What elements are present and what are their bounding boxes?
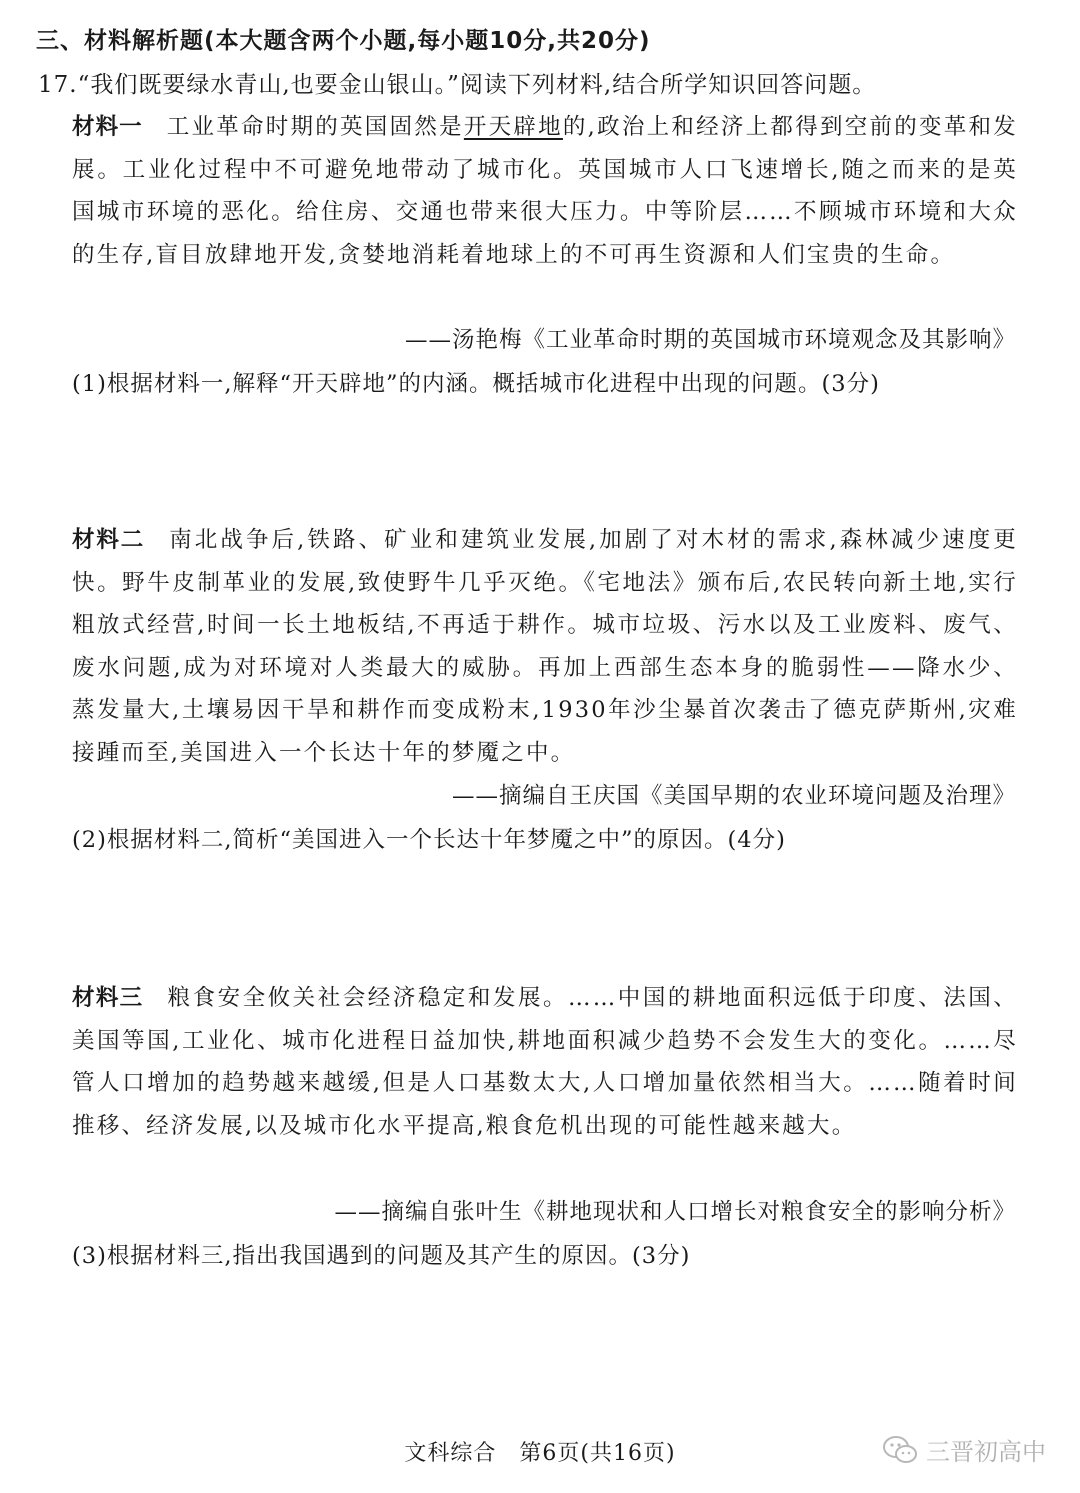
material-one [72, 106, 1018, 276]
sub-question-3: (3)根据材料三,指出我国遇到的问题及其产生的原因。(3分) [72, 1243, 691, 1269]
material-label: 材料三 [72, 985, 144, 1011]
material-two [72, 519, 1018, 774]
page-footer: 文科综合 第6页(共16页) [404, 1441, 676, 1466]
sub-question-2: (2)根据材料二,简析“美国进入一个长达十年梦魇之中”的原因。(4分) [72, 827, 786, 853]
material-text: 的,政治上和经济上都得到空前的变革和发展。工业化过程中不可避免地带动了城市化。英国城市人口飞速增长,随之而来的是英国城市环境的恶化。给住房、交通也带来很大压力。中等阶层……不顾城市环境和大众的生存,盲目放肆地开发,贪婪地消耗着地球上的不可再生资源和人们宝贵的生命。 [72, 114, 1018, 268]
question-stem: 17.“我们既要绿水青山,也要金山银山。”阅读下列材料,结合所学知识回答问题。 [38, 72, 877, 98]
watermark-text: 三晋初高中 [926, 1438, 1046, 1466]
material-source: ——汤艳梅《工业革命时期的英国城市环境观念及其影响》 [404, 327, 1016, 353]
material-source: ——摘编自张叶生《耕地现状和人口增长对粮食安全的影响分析》 [334, 1199, 1016, 1225]
material-three [72, 977, 1018, 1147]
section-title: 三、材料解析题(本大题含两个小题,每小题10分,共20分) [36, 28, 651, 54]
material-text: 粮食安全攸关社会经济稳定和发展。……中国的耕地面积远低于印度、法国、美国等国,工业化、城市化进程日益加快,耕地面积减少趋势不会发生大的变化。……尽管人口增加的趋势越来越缓,但是人口基数太大,人口增加量依然相当大。……随着时间推移、经济发展,以及城市化水平提高,粮食危机出现的可能性越来越大。 [72, 985, 1018, 1139]
material-text: 南北战争后,铁路、矿业和建筑业发展,加剧了对木材的需求,森林减少速度更快。野牛皮制革业的发展,致使野牛几乎灭绝。《宅地法》颁布后,农民转向新土地,实行粗放式经营,时间一长土地板结,不再适于耕作。城市垃圾、污水以及工业废料、废气、废水问题,成为对环境对人类最大的威胁。再加上西部生态本身的脆弱性——降水少、蒸发量大,土壤易因干旱和耕作而变成粉末,1930年沙尘暴首次袭击了德克萨斯州,灾难接踵而至,美国进入一个长达十年的梦魇之中。 [72, 527, 1018, 766]
wechat-icon [882, 1435, 918, 1465]
material-text: 工业革命时期的英国固然是 [166, 114, 464, 140]
material-label: 材料一 [72, 114, 143, 140]
watermark [882, 1432, 1046, 1467]
sub-question-1: (1)根据材料一,解释“开天辟地”的内涵。概括城市化进程中出现的问题。(3分) [72, 371, 880, 397]
material-source: ——摘编自王庆国《美国早期的农业环境问题及治理》 [451, 783, 1016, 809]
underlined-term: 开天辟地 [463, 114, 563, 140]
material-label: 材料二 [72, 527, 146, 553]
